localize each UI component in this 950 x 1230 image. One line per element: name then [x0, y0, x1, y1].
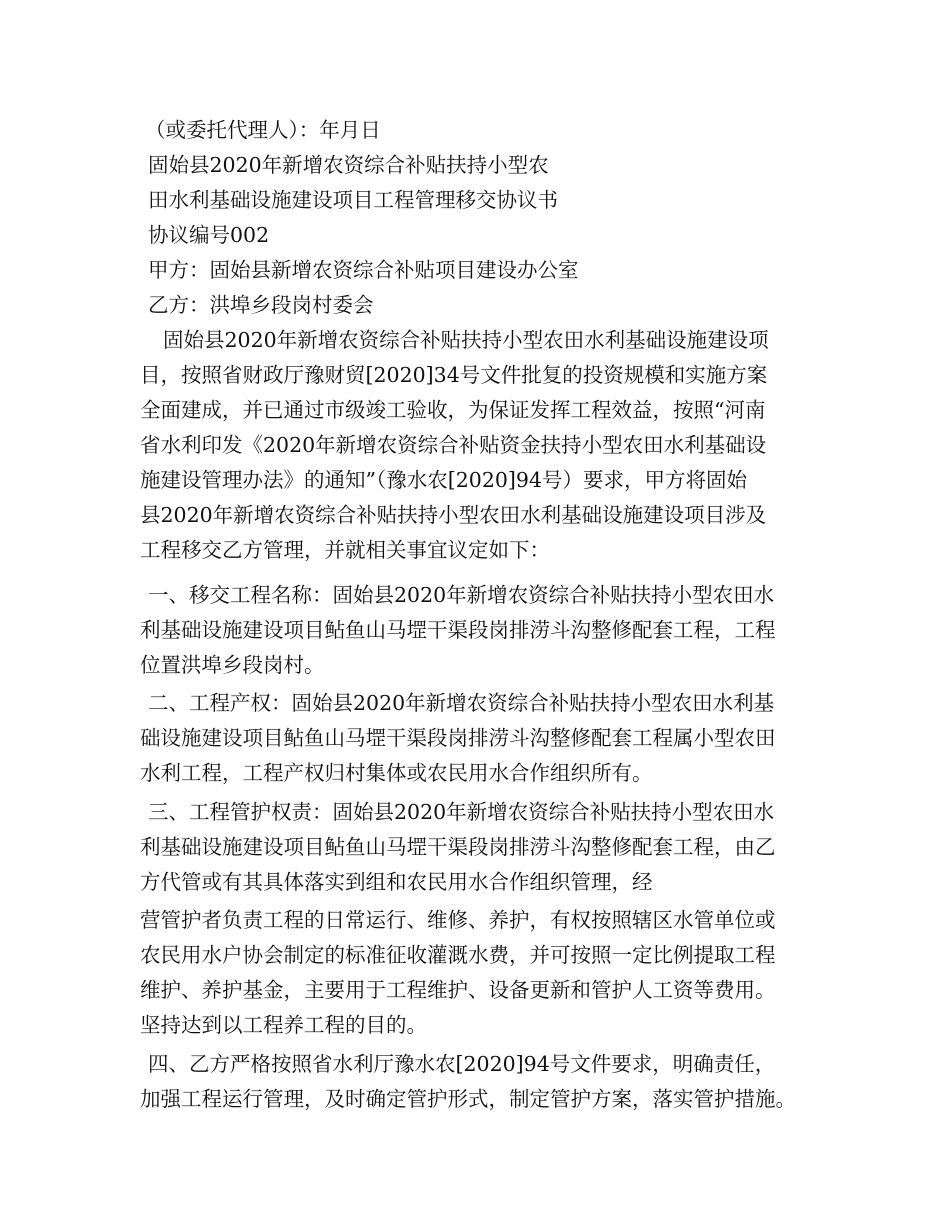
party-b: 乙方：洪埠乡段岗村委会 [148, 293, 374, 317]
agreement-number: 协议编号002 [148, 223, 270, 247]
section-2-line: 水利工程，工程产权归村集体或农民用水合作组织所有。 [140, 761, 653, 785]
section-1-line: 位置洪埠乡段岗村。 [140, 653, 325, 677]
section-4-line: 加强工程运行管理，及时确定管护形式，制定管护方案，落实管护措施。 [140, 1087, 796, 1111]
section-1-line: 利基础设施建设项目鲇鱼山马堽干渠段岗排涝斗沟整修配套工程，工程 [140, 618, 776, 642]
section-3-line: 坚持达到以工程养工程的目的。 [140, 1013, 427, 1037]
section-1-line: 一、移交工程名称：固始县2020年新增农资综合补贴扶持小型农田水 [148, 583, 775, 607]
section-3-line: 利基础设施建设项目鲇鱼山马堽干渠段岗排涝斗沟整修配套工程，由乙 [140, 835, 776, 859]
paragraph-intro-line: 省水利印发《2020年新增农资综合补贴资金扶持小型农田水利基础设 [140, 433, 767, 457]
paragraph-intro-line: 固始县2020年新增农资综合补贴扶持小型农田水利基础设施建设项 [163, 328, 769, 352]
text-line-agent-date: （或委托代理人）：年月日 [145, 118, 381, 142]
paragraph-intro-line: 工程移交乙方管理，并就相关事宜议定如下： [140, 538, 550, 562]
section-3-line: 三、工程管护权责：固始县2020年新增农资综合补贴扶持小型农田水 [148, 800, 775, 824]
title-line-2: 田水利基础设施建设项目工程管理移交协议书 [148, 188, 558, 212]
section-3-line: 农民用水户协会制定的标准征收灌溉水费，并可按照一定比例提取工程 [140, 943, 776, 967]
paragraph-intro-line: 目，按照省财政厅豫财贸[2020]34号文件批复的投资规模和实施方案 [140, 363, 768, 387]
paragraph-intro-line: 施建设管理办法》的通知”（豫水农[2020]94号）要求，甲方将固始 [140, 468, 747, 492]
section-3-line: 营管护者负责工程的日常运行、维修、养护，有权按照辖区水管单位或 [140, 908, 776, 932]
section-3-line: 方代管或有其具体落实到组和农民用水合作组织管理，经 [140, 870, 653, 894]
section-2-line: 二、工程产权：固始县2020年新增农资综合补贴扶持小型农田水利基 [148, 691, 775, 715]
section-3-line: 维护、养护基金，主要用于工程维护、设备更新和管护人工资等费用。 [140, 978, 776, 1002]
section-2-line: 础设施建设项目鲇鱼山马堽干渠段岗排涝斗沟整修配套工程属小型农田 [140, 726, 776, 750]
title-line-1: 固始县2020年新增农资综合补贴扶持小型农 [148, 153, 549, 177]
section-4-line: 四、乙方严格按照省水利厅豫水农[2020]94号文件要求，明确责任， [148, 1052, 776, 1076]
party-a: 甲方：固始县新增农资综合补贴项目建设办公室 [148, 258, 579, 282]
paragraph-intro-line: 县2020年新增农资综合补贴扶持小型农田水利基础设施建设项目涉及 [140, 503, 767, 527]
paragraph-intro-line: 全面建成，并已通过市级竣工验收，为保证发挥工程效益，按照“河南 [140, 398, 766, 422]
